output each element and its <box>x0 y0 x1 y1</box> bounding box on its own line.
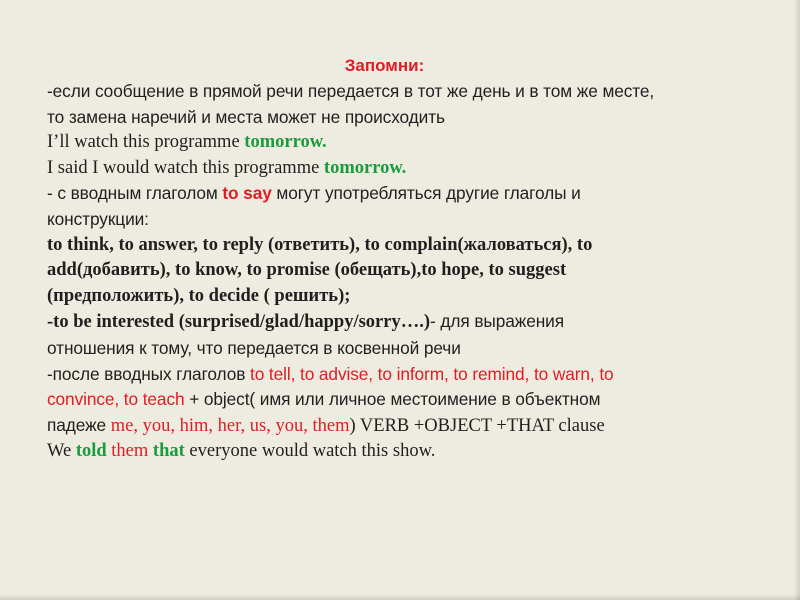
rule-text: отношения к тому, что передается в косвенной речи <box>47 337 461 358</box>
verb-list-text: to think, to answer, to reply (ответить), to complain(жаловаться), to <box>47 234 593 255</box>
highlight-verbs: convince, to teach <box>47 389 185 410</box>
verb-list-line-2 <box>47 258 767 284</box>
example-text: I said I would watch this programme <box>47 157 324 178</box>
example-text: I’ll watch this programme <box>47 132 245 153</box>
highlight-that: that <box>152 441 185 462</box>
slide-title: Запомни: <box>344 56 425 75</box>
rule-text: -после вводных глаголов <box>47 363 250 384</box>
rule-line-2 <box>47 105 767 131</box>
verb-list-text: add(добавить), to know, to promise (обещать),to hope, to suggest <box>47 260 567 281</box>
verb-list-line-3 <box>47 284 767 310</box>
highlight-tomorrow: tomorrow. <box>244 132 327 153</box>
construction-text: -to be interested (surprised/glad/happy/sorry….) <box>47 312 431 333</box>
rule-line-4 <box>47 207 767 233</box>
rule-text: - с вводным глаголом <box>47 183 223 204</box>
highlight-told: told <box>75 441 107 462</box>
example-text: everyone would watch this show. <box>184 441 436 462</box>
rule-line-8 <box>47 413 767 440</box>
highlight-them: them <box>111 441 149 462</box>
rule-text: могут употребляться другие глаголы и <box>271 183 581 204</box>
slide-shadow-right <box>794 0 800 600</box>
highlight-pronouns: me, you, him, her, us, you, them <box>110 415 350 436</box>
rule-text: конструкции: <box>47 208 149 229</box>
rule-line-7 <box>47 387 767 413</box>
example-line-reported <box>47 156 767 182</box>
highlight-verbs: to tell, to advise, to inform, to remind, to warn, to <box>250 363 614 384</box>
highlight-to-say: to say <box>222 183 272 204</box>
rule-line-3 <box>47 181 767 207</box>
example-line-direct <box>47 130 767 156</box>
rule-text: -если сообщение в прямой речи передается в тот же день и в том же месте, <box>47 81 655 101</box>
slide-shadow-bottom <box>0 594 800 600</box>
rule-line-6 <box>47 362 767 388</box>
example-text: We <box>47 441 76 462</box>
rule-text: + object( имя или личное местоимение в объектном <box>184 389 601 410</box>
verb-list-text: (предположить), to decide ( решить); <box>47 285 351 306</box>
rule-text: падеже <box>47 414 111 435</box>
highlight-tomorrow: tomorrow. <box>323 157 407 178</box>
construction-purpose: - для выражения <box>430 311 564 332</box>
slide-content <box>47 54 767 465</box>
example-line-final <box>47 439 767 465</box>
rule-line-1 <box>47 79 767 105</box>
rule-text: то замена наречий и места может не происходить <box>47 106 445 127</box>
construction-line <box>47 309 767 336</box>
rule-text: ) VERB +OBJECT +THAT clause <box>349 415 605 436</box>
rule-line-5 <box>47 336 767 362</box>
verb-list-line-1 <box>47 233 767 259</box>
